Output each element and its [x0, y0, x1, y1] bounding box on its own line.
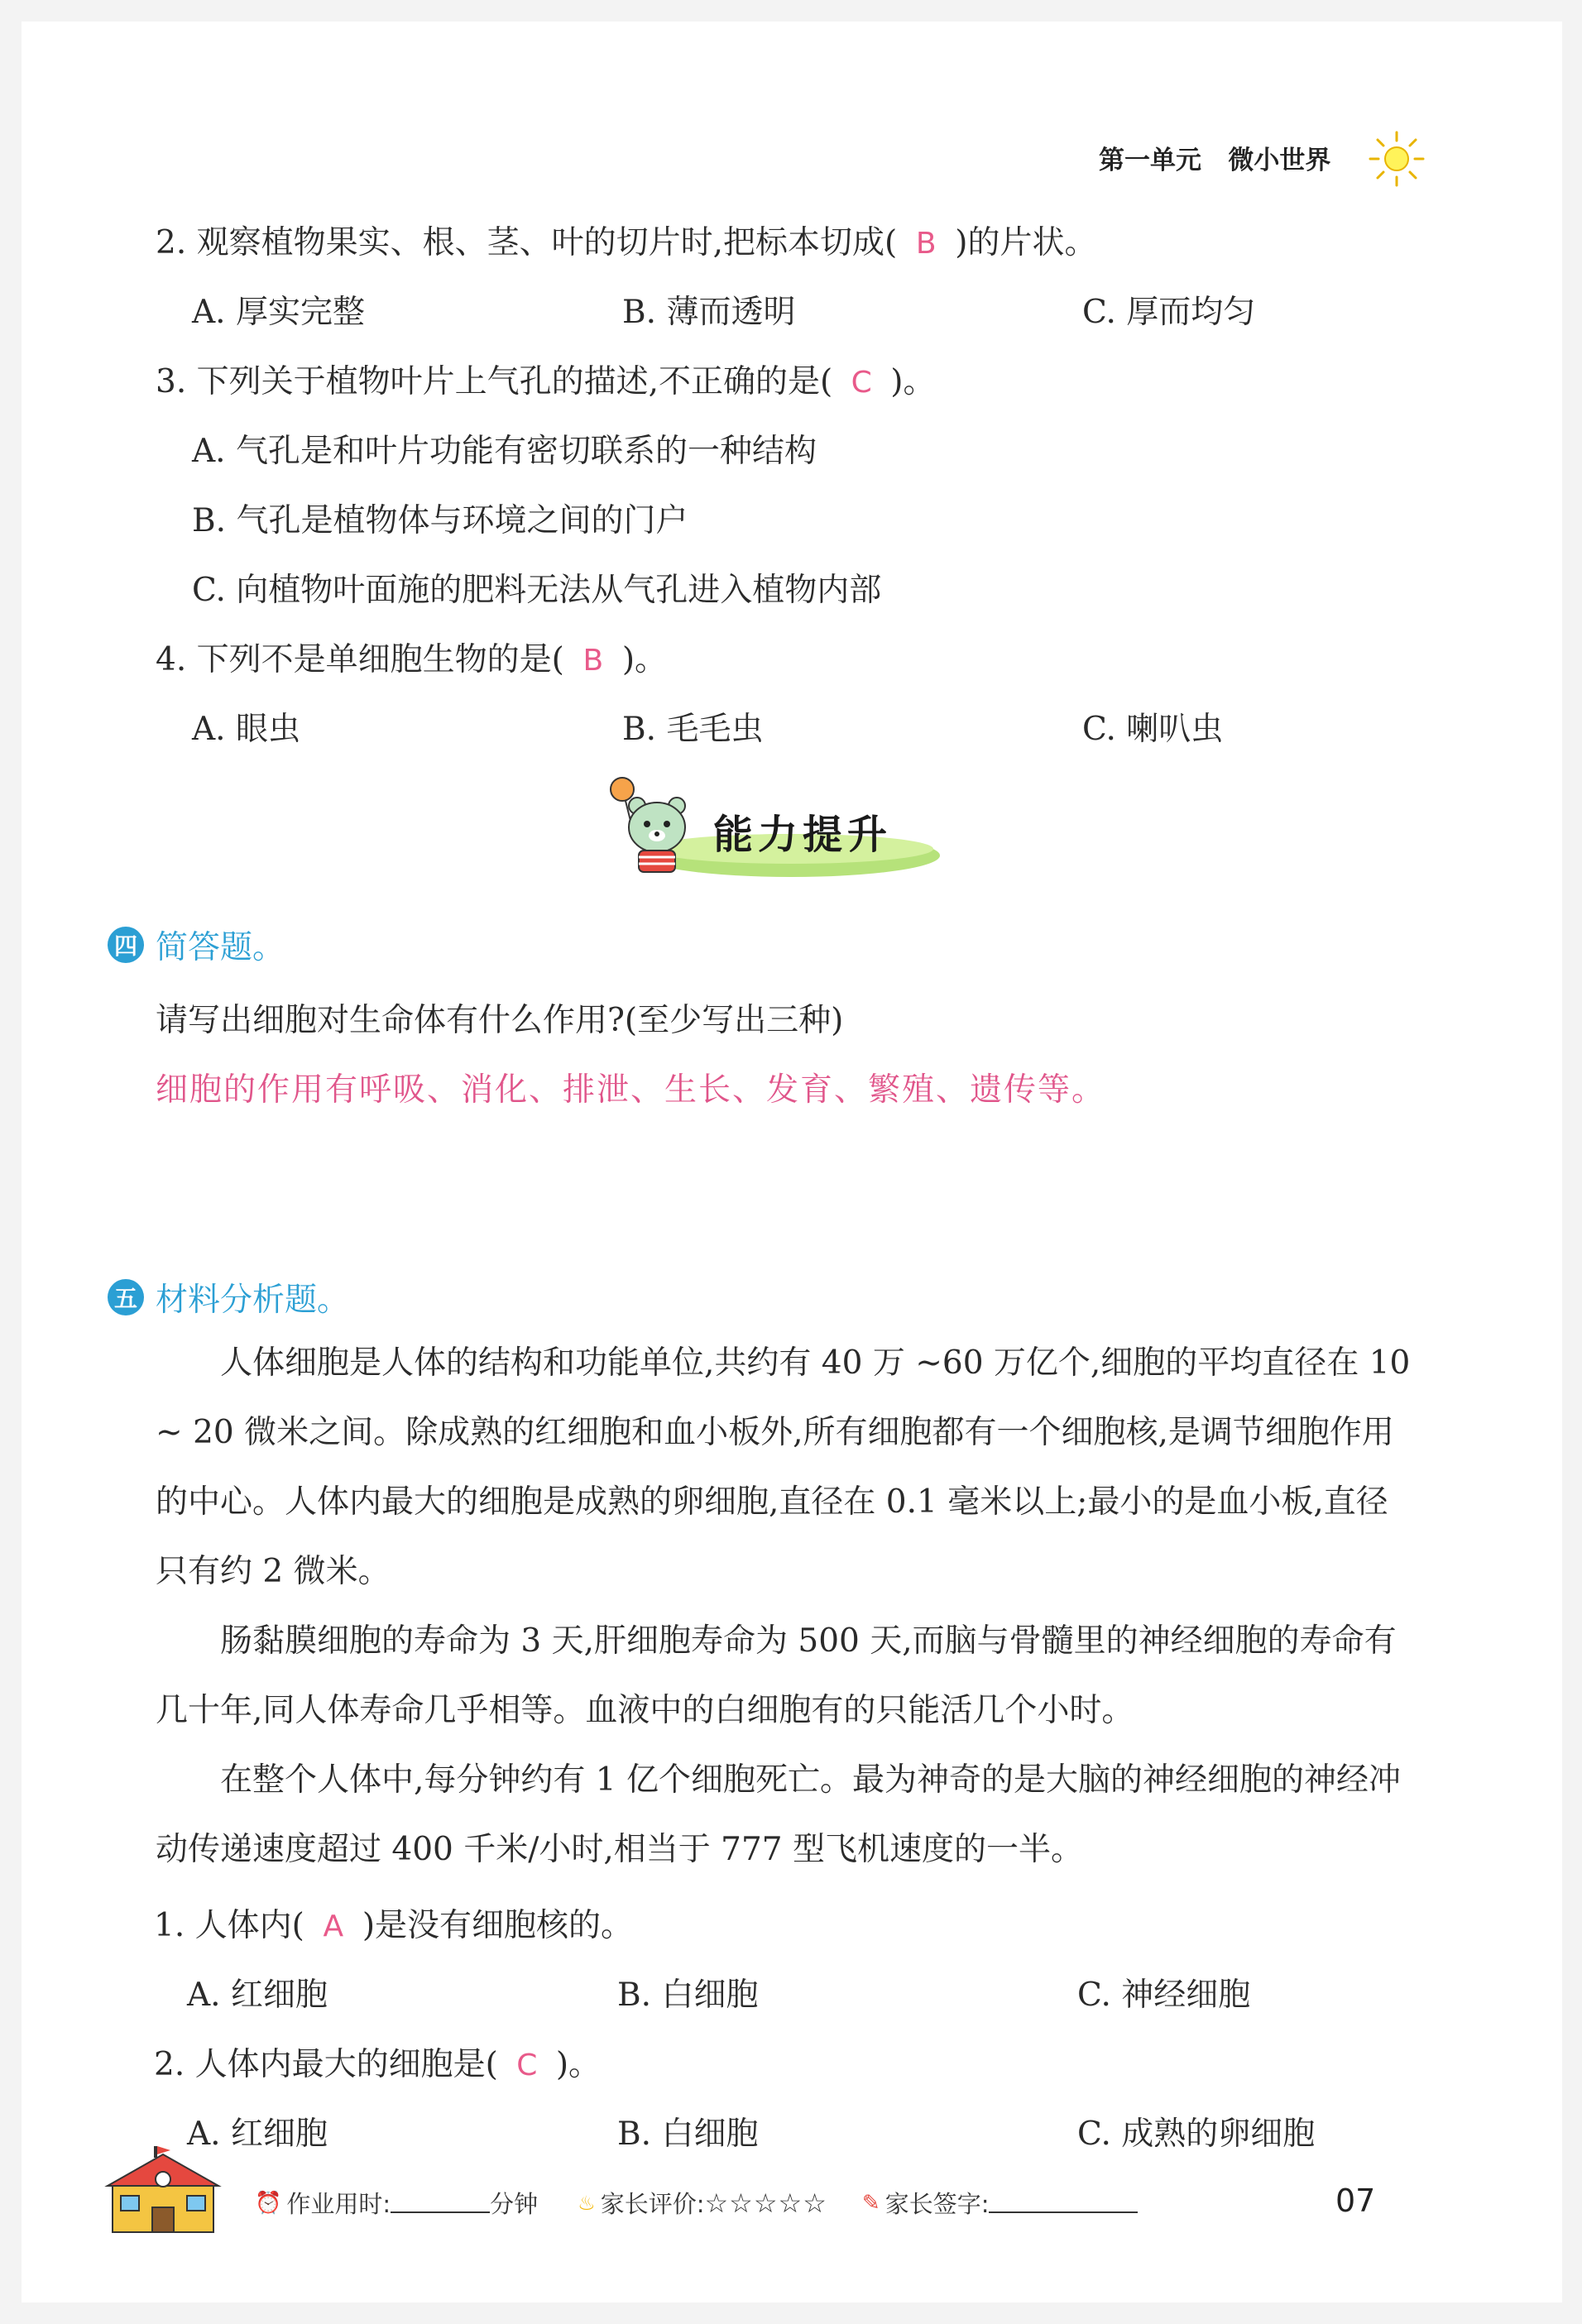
section-5-q2-answer: C [516, 2048, 538, 2082]
section-5-q1-stem-end: )是没有细胞核的。 [362, 1907, 634, 1944]
ability-banner [601, 766, 948, 890]
homework-footer [255, 2186, 1138, 2220]
sun-icon [1365, 127, 1428, 190]
question-4-answer: B [582, 644, 604, 678]
section-4-heading [108, 922, 285, 968]
q2-option-c: C. 厚而均匀 [1082, 294, 1256, 331]
q3-option-a: A. 气孔是和叶片功能有密切联系的一种结构 [192, 433, 817, 470]
s5q1-option-b: B. 白细胞 [617, 1977, 759, 2014]
unit-header [1099, 139, 1330, 176]
question-3-stem: 3. 下列关于植物叶片上气孔的描述,不正确的是( [156, 363, 833, 400]
question-4 [156, 634, 667, 680]
question-3-answer: C [851, 366, 872, 400]
bear-mascot-icon [601, 769, 700, 882]
q2-option-a: A. 厚实完整 [192, 294, 365, 331]
s5q1-option-c: C. 神经细胞 [1077, 1977, 1251, 2014]
unit-title: 微小世界 [1228, 146, 1331, 175]
clock-icon: ⏰ [255, 2190, 282, 2216]
question-2 [156, 217, 1096, 263]
worksheet-page [22, 22, 1562, 2302]
section-5-title: 材料分析题。 [156, 1282, 350, 1319]
material-paragraph-3 [156, 1746, 1413, 1885]
q3-option-c: C. 向植物叶面施的肥料无法从气孔进入植物内部 [192, 572, 882, 609]
sign-input-line[interactable] [989, 2193, 1138, 2213]
section-5-q1-stem: 1. 人体内( [154, 1907, 304, 1944]
section-4-title: 简答题。 [156, 929, 285, 966]
q3-option-b: B. 气孔是植物体与环境之间的门户 [192, 502, 688, 539]
question-2-stem-end: )的片状。 [955, 224, 1097, 261]
section-5-q1-answer: A [323, 1910, 344, 1943]
material-paragraph-3-text: 在整个人体中,每分钟约有 1 亿个细胞死亡。最为神奇的是大脑的神经细胞的神经冲动传递速度超过 400 千米/小时,相当于 777 型飞机速度的一半。 [156, 1761, 1402, 1868]
s5q1-option-a: A. 红细胞 [187, 1977, 328, 2014]
rating-label: 家长评价: [600, 2190, 705, 2218]
pen-icon: ✎ [861, 2190, 880, 2216]
s5q2-option-a: A. 红细胞 [187, 2116, 328, 2153]
q2-option-b: B. 薄而透明 [622, 294, 796, 331]
s5q2-option-c: C. 成熟的卵细胞 [1077, 2116, 1316, 2153]
rating-stars[interactable]: ☆☆☆☆☆ [704, 2187, 827, 2219]
question-3 [156, 356, 935, 402]
material-paragraph-1-text: 人体细胞是人体的结构和功能单位,共约有 40 万 ~60 万亿个,细胞的平均直径在 10 ~ 20 微米之间。除成熟的红细胞和血小板外,所有细胞都有一个细胞核,是调节细胞作用的中心。人体内最大的细胞是成熟的卵细胞,直径在 0.1 毫米以上;最小的是血小板,直径只有约 2 微米。 [156, 1344, 1411, 1590]
section-5-question-1 [154, 1900, 633, 1946]
section-4-answer: 细胞的作用有呼吸、消化、排泄、生长、发育、繁殖、遗传等。 [156, 1071, 1106, 1109]
s5q2-option-b: B. 白细胞 [617, 2116, 759, 2153]
section-5-heading [108, 1274, 349, 1320]
section-5-badge: 五 [108, 1279, 144, 1315]
section-4-badge: 四 [108, 927, 144, 963]
material-paragraph-1 [156, 1329, 1413, 1607]
question-4-stem: 4. 下列不是单细胞生物的是( [156, 641, 564, 678]
sign-label: 家长签字: [884, 2190, 990, 2218]
bulb-icon: ♨ [578, 2191, 596, 2215]
time-label: 作业用时: [286, 2190, 391, 2218]
section-5-question-2 [154, 2039, 601, 2085]
school-building-icon [101, 2146, 225, 2237]
material-paragraph-2-text: 肠黏膜细胞的寿命为 3 天,肝细胞寿命为 500 天,而脑与骨髓里的神经细胞的寿命有几十年,同人体寿命几乎相等。血液中的白细胞有的只能活几个小时。 [156, 1622, 1397, 1729]
q4-option-c: C. 喇叭虫 [1082, 711, 1224, 748]
material-paragraph-2 [156, 1607, 1413, 1746]
q4-option-a: A. 眼虫 [192, 711, 300, 748]
page-number: 07 [1335, 2183, 1376, 2219]
time-unit: 分钟 [490, 2190, 539, 2218]
q4-option-b: B. 毛毛虫 [622, 711, 764, 748]
banner-title: 能力提升 [713, 812, 893, 858]
question-2-stem: 2. 观察植物果实、根、茎、叶的切片时,把标本切成( [156, 224, 898, 261]
unit-label: 第一单元 [1099, 146, 1201, 175]
question-2-answer: B [915, 227, 937, 261]
section-5-q2-stem: 2. 人体内最大的细胞是( [154, 2046, 498, 2083]
time-input-line[interactable] [391, 2193, 490, 2213]
section-4-question: 请写出细胞对生命体有什么作用?(至少写出三种) [156, 1002, 844, 1039]
section-5-q2-stem-end: )。 [555, 2046, 602, 2083]
question-4-stem-end: )。 [621, 641, 668, 678]
question-3-stem-end: )。 [890, 363, 936, 400]
